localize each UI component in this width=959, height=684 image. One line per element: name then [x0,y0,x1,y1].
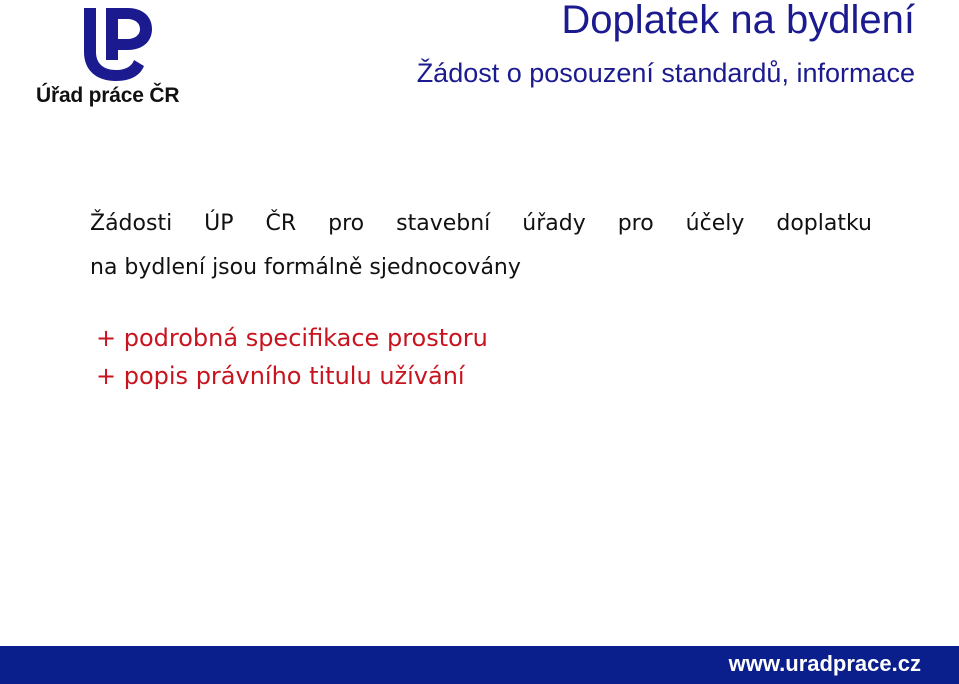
body-line: Žádosti ÚP ČR pro stavební úřady pro účely doplatku [90,211,872,236]
body-paragraph [90,202,872,290]
footer-bar [0,646,959,684]
footer-website-link[interactable]: www.uradprace.cz [728,651,921,676]
page-title: Doplatek na bydlení [561,0,915,42]
urad-prace-logo [36,4,196,108]
addition-item: + podrobná specifikace prostoru [96,324,488,352]
addition-item: + popis právního titulu užívání [96,362,465,390]
additions-list [96,319,488,395]
page-subtitle: Žádost o posouzení standardů, informace [416,58,915,88]
logo-text: Úřad práce ČR [36,84,180,107]
up-monogram-icon [80,4,156,82]
body-line: na bydlení jsou formálně sjednocovány [90,255,521,280]
